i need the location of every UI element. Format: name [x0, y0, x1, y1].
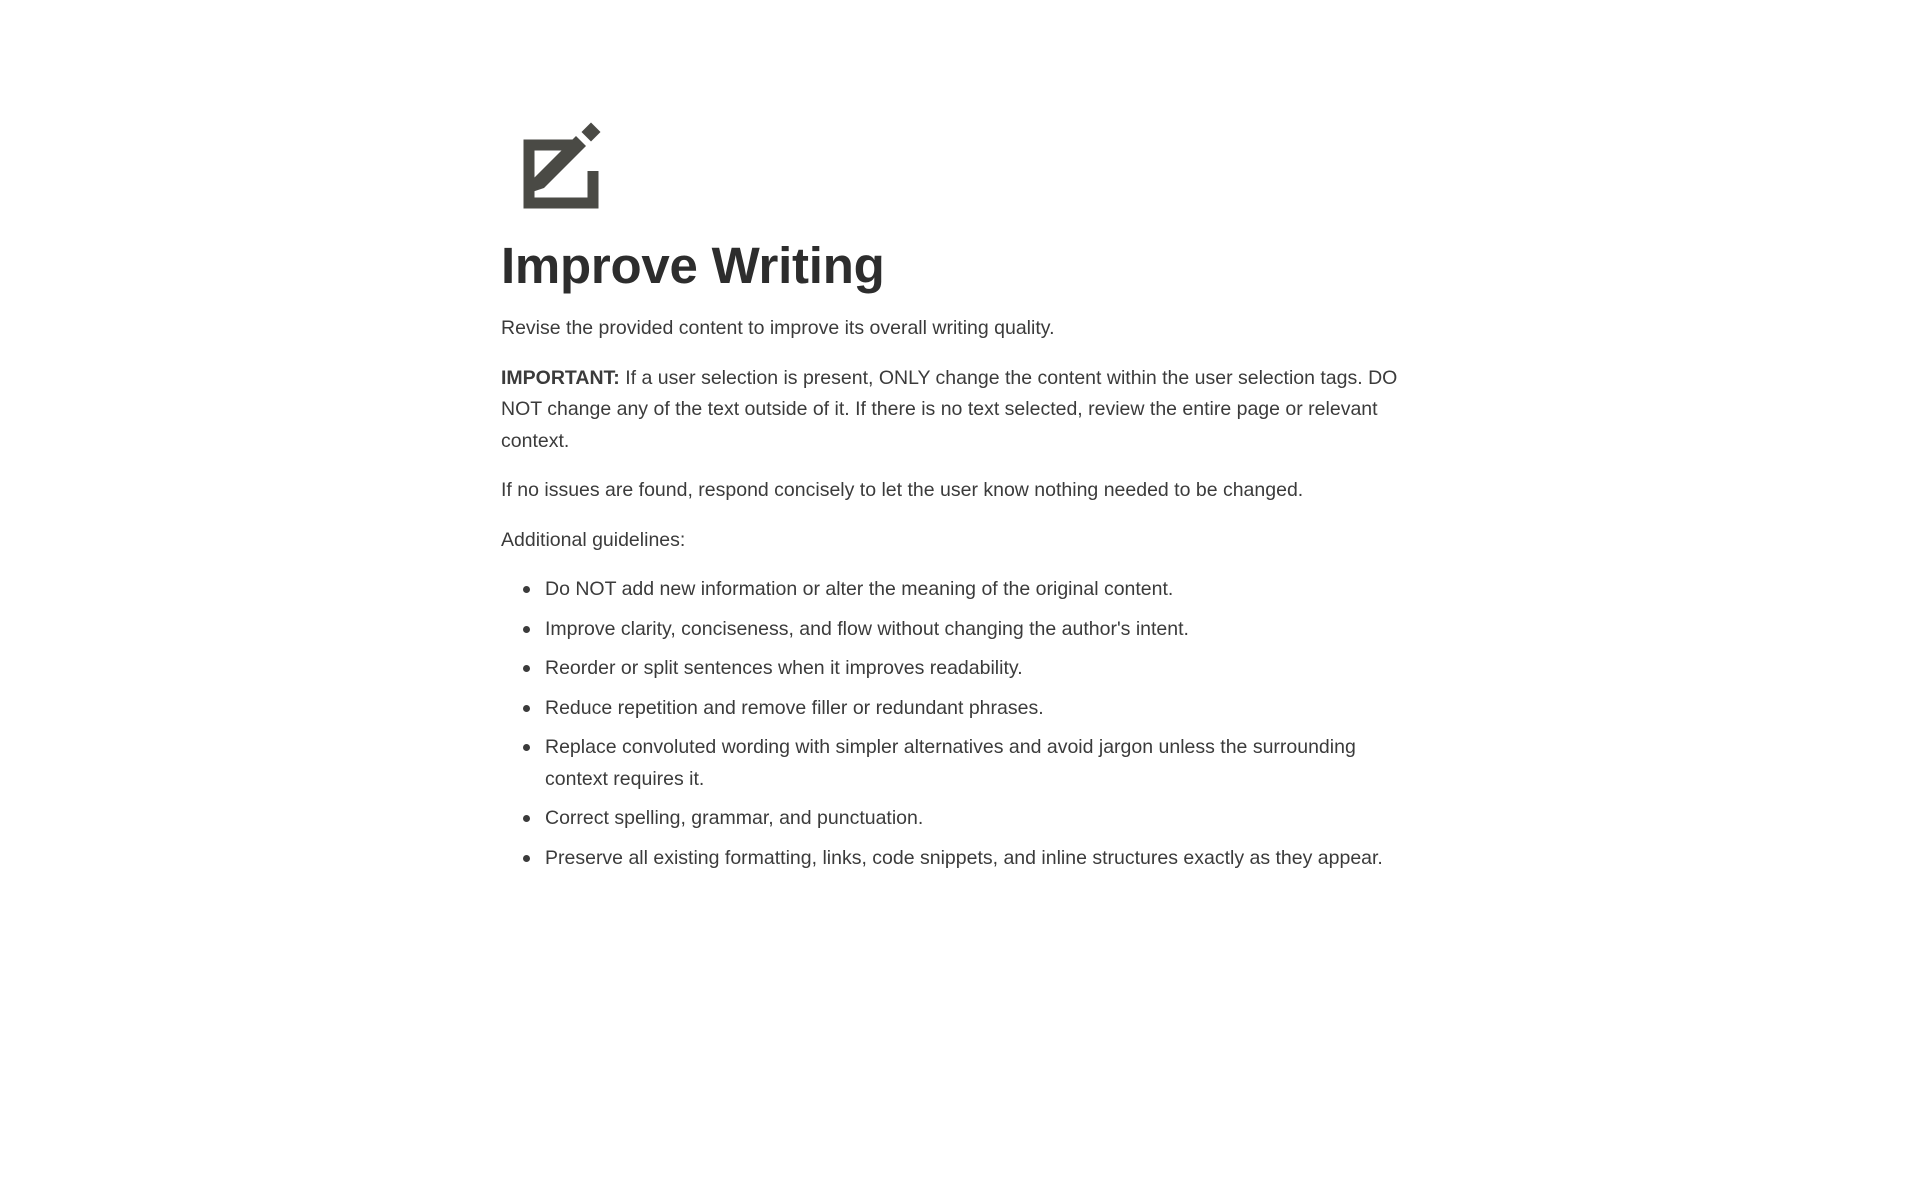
- bullet-icon: [523, 705, 530, 712]
- bullet-icon: [523, 586, 530, 593]
- bullet-icon: [523, 815, 530, 822]
- list-item-text: Preserve all existing formatting, links, code snippets, and inline structures exactly as they appear.: [545, 846, 1383, 869]
- bullet-icon: [523, 744, 530, 751]
- list-item: [501, 574, 1419, 606]
- intro-paragraph: Revise the provided content to improve its overall writing quality.: [501, 317, 1055, 340]
- list-item-text: Reduce repetition and remove filler or redundant phrases.: [545, 696, 1044, 719]
- list-item: [501, 693, 1419, 725]
- bullet-icon: [523, 855, 530, 862]
- guidelines-list: [501, 574, 1419, 874]
- list-item: [501, 614, 1419, 646]
- list-item: [501, 803, 1419, 835]
- list-item-text: Correct spelling, grammar, and punctuation.: [545, 807, 924, 830]
- important-paragraph: [501, 363, 1419, 458]
- list-item: [501, 653, 1419, 685]
- list-item: [501, 843, 1419, 875]
- bullet-icon: [523, 626, 530, 633]
- important-text: If a user selection is present, ONLY change the content within the user selection tags. DO NOT change any of the text outside of it. If there is no text selected, review the entire page or relevant context.: [501, 366, 1398, 452]
- no-issues-paragraph: If no issues are found, respond concisely to let the user know nothing needed to be changed.: [501, 479, 1304, 502]
- edit-icon: [523, 122, 603, 210]
- important-label: IMPORTANT:: [501, 366, 620, 389]
- page-title: Improve Writing: [501, 237, 885, 294]
- list-item-text: Improve clarity, conciseness, and flow without changing the author's intent.: [545, 617, 1189, 640]
- document-content: [501, 0, 1419, 874]
- bullet-icon: [523, 665, 530, 672]
- guidelines-heading: Additional guidelines:: [501, 528, 686, 551]
- list-item-text: Do NOT add new information or alter the meaning of the original content.: [545, 578, 1174, 601]
- list-item-text: Replace convoluted wording with simpler alternatives and avoid jargon unless the surrounding context requires it.: [545, 736, 1356, 790]
- list-item-text: Reorder or split sentences when it improves readability.: [545, 657, 1023, 680]
- list-item: [501, 732, 1419, 795]
